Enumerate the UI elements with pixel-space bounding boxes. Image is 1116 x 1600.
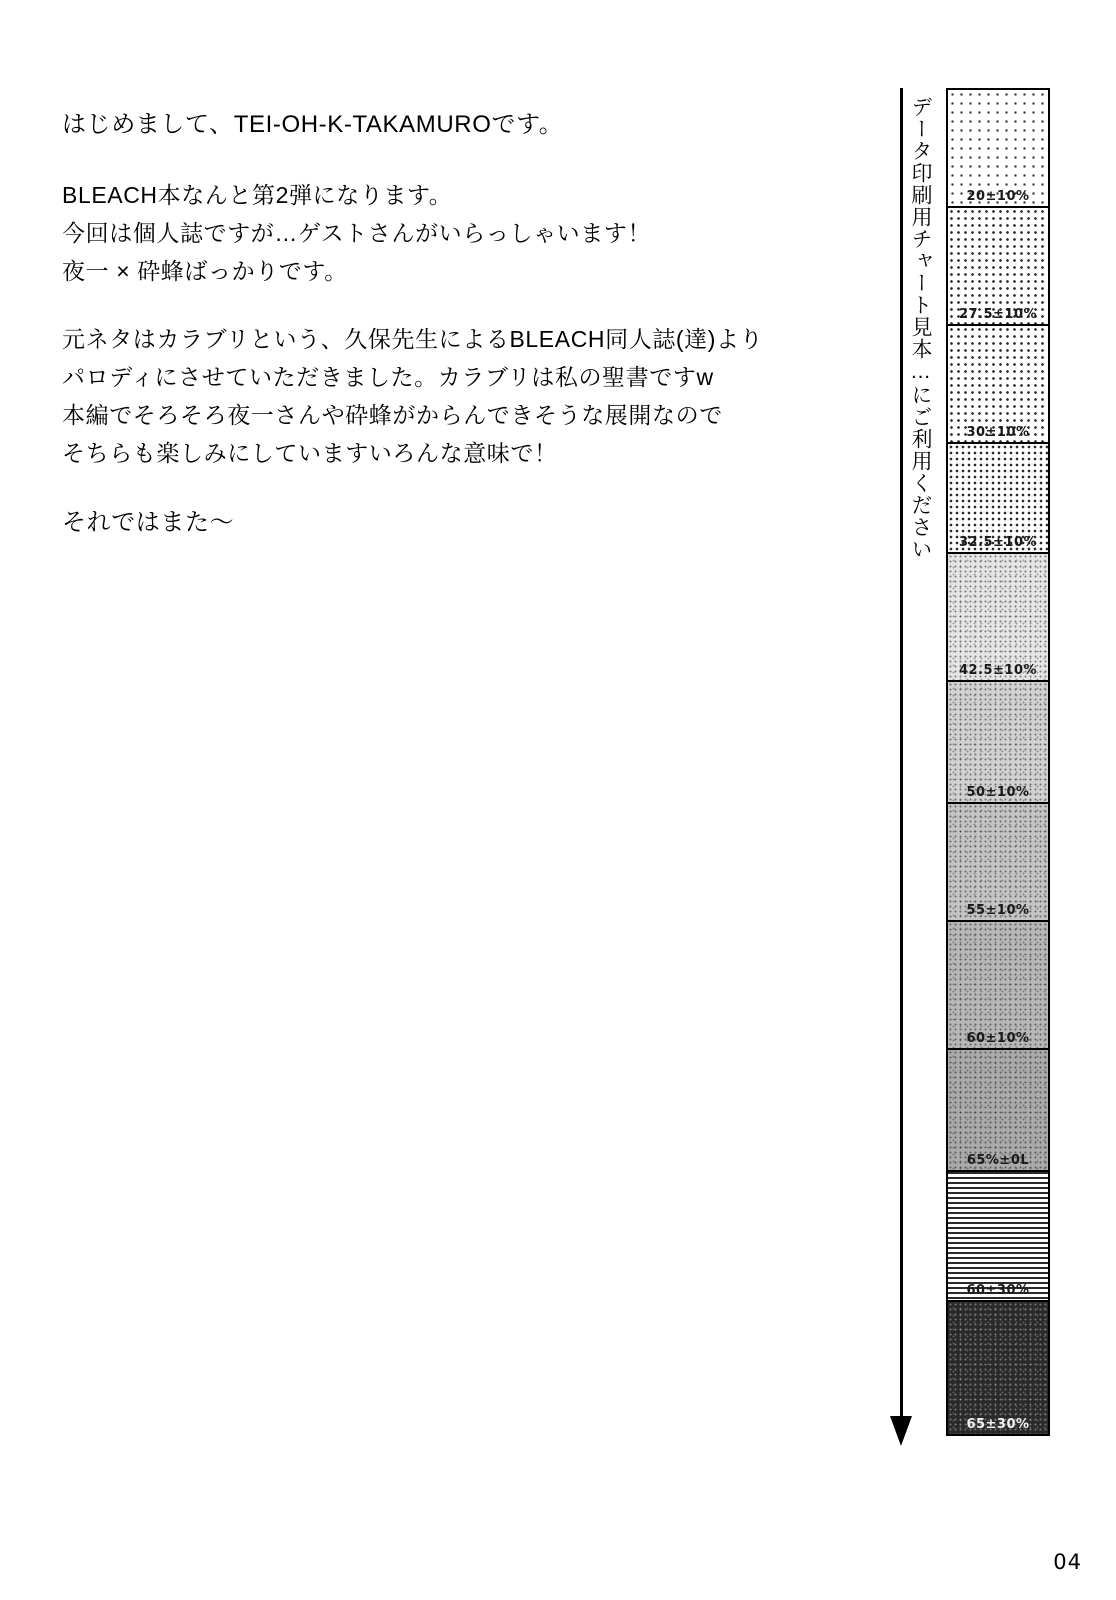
text-line: はじめまして、TEI-OH-K-TAKAMUROです。	[62, 111, 564, 138]
density-swatch	[948, 1172, 1048, 1302]
swatch-fill	[948, 922, 1048, 1048]
swatch-fill	[948, 1172, 1048, 1300]
paragraph-source-note	[62, 320, 862, 472]
text-line: 元ネタはカラブリという、久保先生によるBLEACH同人誌(達)より	[62, 326, 764, 352]
swatch-label: 32.5±10%	[958, 535, 1038, 550]
swatch-label: 65%±0L	[966, 1153, 1030, 1168]
print-density-chart	[890, 88, 1050, 1478]
density-swatch	[948, 682, 1048, 804]
density-swatch	[948, 90, 1048, 208]
afterword-text-block	[62, 104, 862, 544]
swatch-label: 60±30%	[966, 1283, 1030, 1298]
swatch-fill	[948, 1050, 1048, 1170]
density-swatch	[948, 326, 1048, 444]
swatch-column	[946, 88, 1050, 1436]
density-swatch	[948, 444, 1048, 554]
paragraph-greeting	[62, 104, 862, 146]
swatch-label: 42.5±10%	[958, 663, 1038, 678]
density-swatch	[948, 554, 1048, 682]
swatch-fill	[948, 682, 1048, 802]
paragraph-intro	[62, 176, 862, 290]
text-line: 今回は個人誌ですが…ゲストさんがいらっしゃいます！	[62, 220, 652, 246]
density-swatch	[948, 1302, 1048, 1434]
paragraph-closing	[62, 502, 862, 544]
density-swatch	[948, 1050, 1048, 1172]
chart-caption: データ印刷用チャート見本…にご利用ください	[909, 96, 932, 560]
density-swatch	[948, 208, 1048, 326]
swatch-label: 65±30%	[966, 1417, 1030, 1432]
swatch-label: 27.5±10%	[958, 307, 1038, 322]
text-line: BLEACH本なんと第2弾になります。	[62, 182, 453, 208]
text-line: パロディにさせていただきました。カラブリは私の聖書ですw	[62, 364, 714, 390]
swatch-label: 60±10%	[966, 1031, 1030, 1046]
density-swatch	[948, 922, 1048, 1050]
swatch-label: 30±10%	[966, 425, 1030, 440]
swatch-fill	[948, 554, 1048, 680]
page-number: 04	[1053, 1550, 1082, 1574]
arrow-down-icon	[890, 1416, 912, 1446]
swatch-label: 55±10%	[966, 903, 1030, 918]
text-line: 本編でそろそろ夜一さんや砕蜂がからんできそうな展開なので	[62, 402, 723, 428]
swatch-fill	[948, 1302, 1048, 1434]
text-line: 夜一 × 砕蜂ばっかりです。	[62, 258, 348, 284]
swatch-label: 50±10%	[966, 785, 1030, 800]
swatch-label: 20±10%	[966, 189, 1030, 204]
density-swatch	[948, 804, 1048, 922]
text-line: そちらも楽しみにしていますいろんな意味で！	[62, 440, 558, 466]
text-line: それではまた～	[62, 509, 235, 536]
